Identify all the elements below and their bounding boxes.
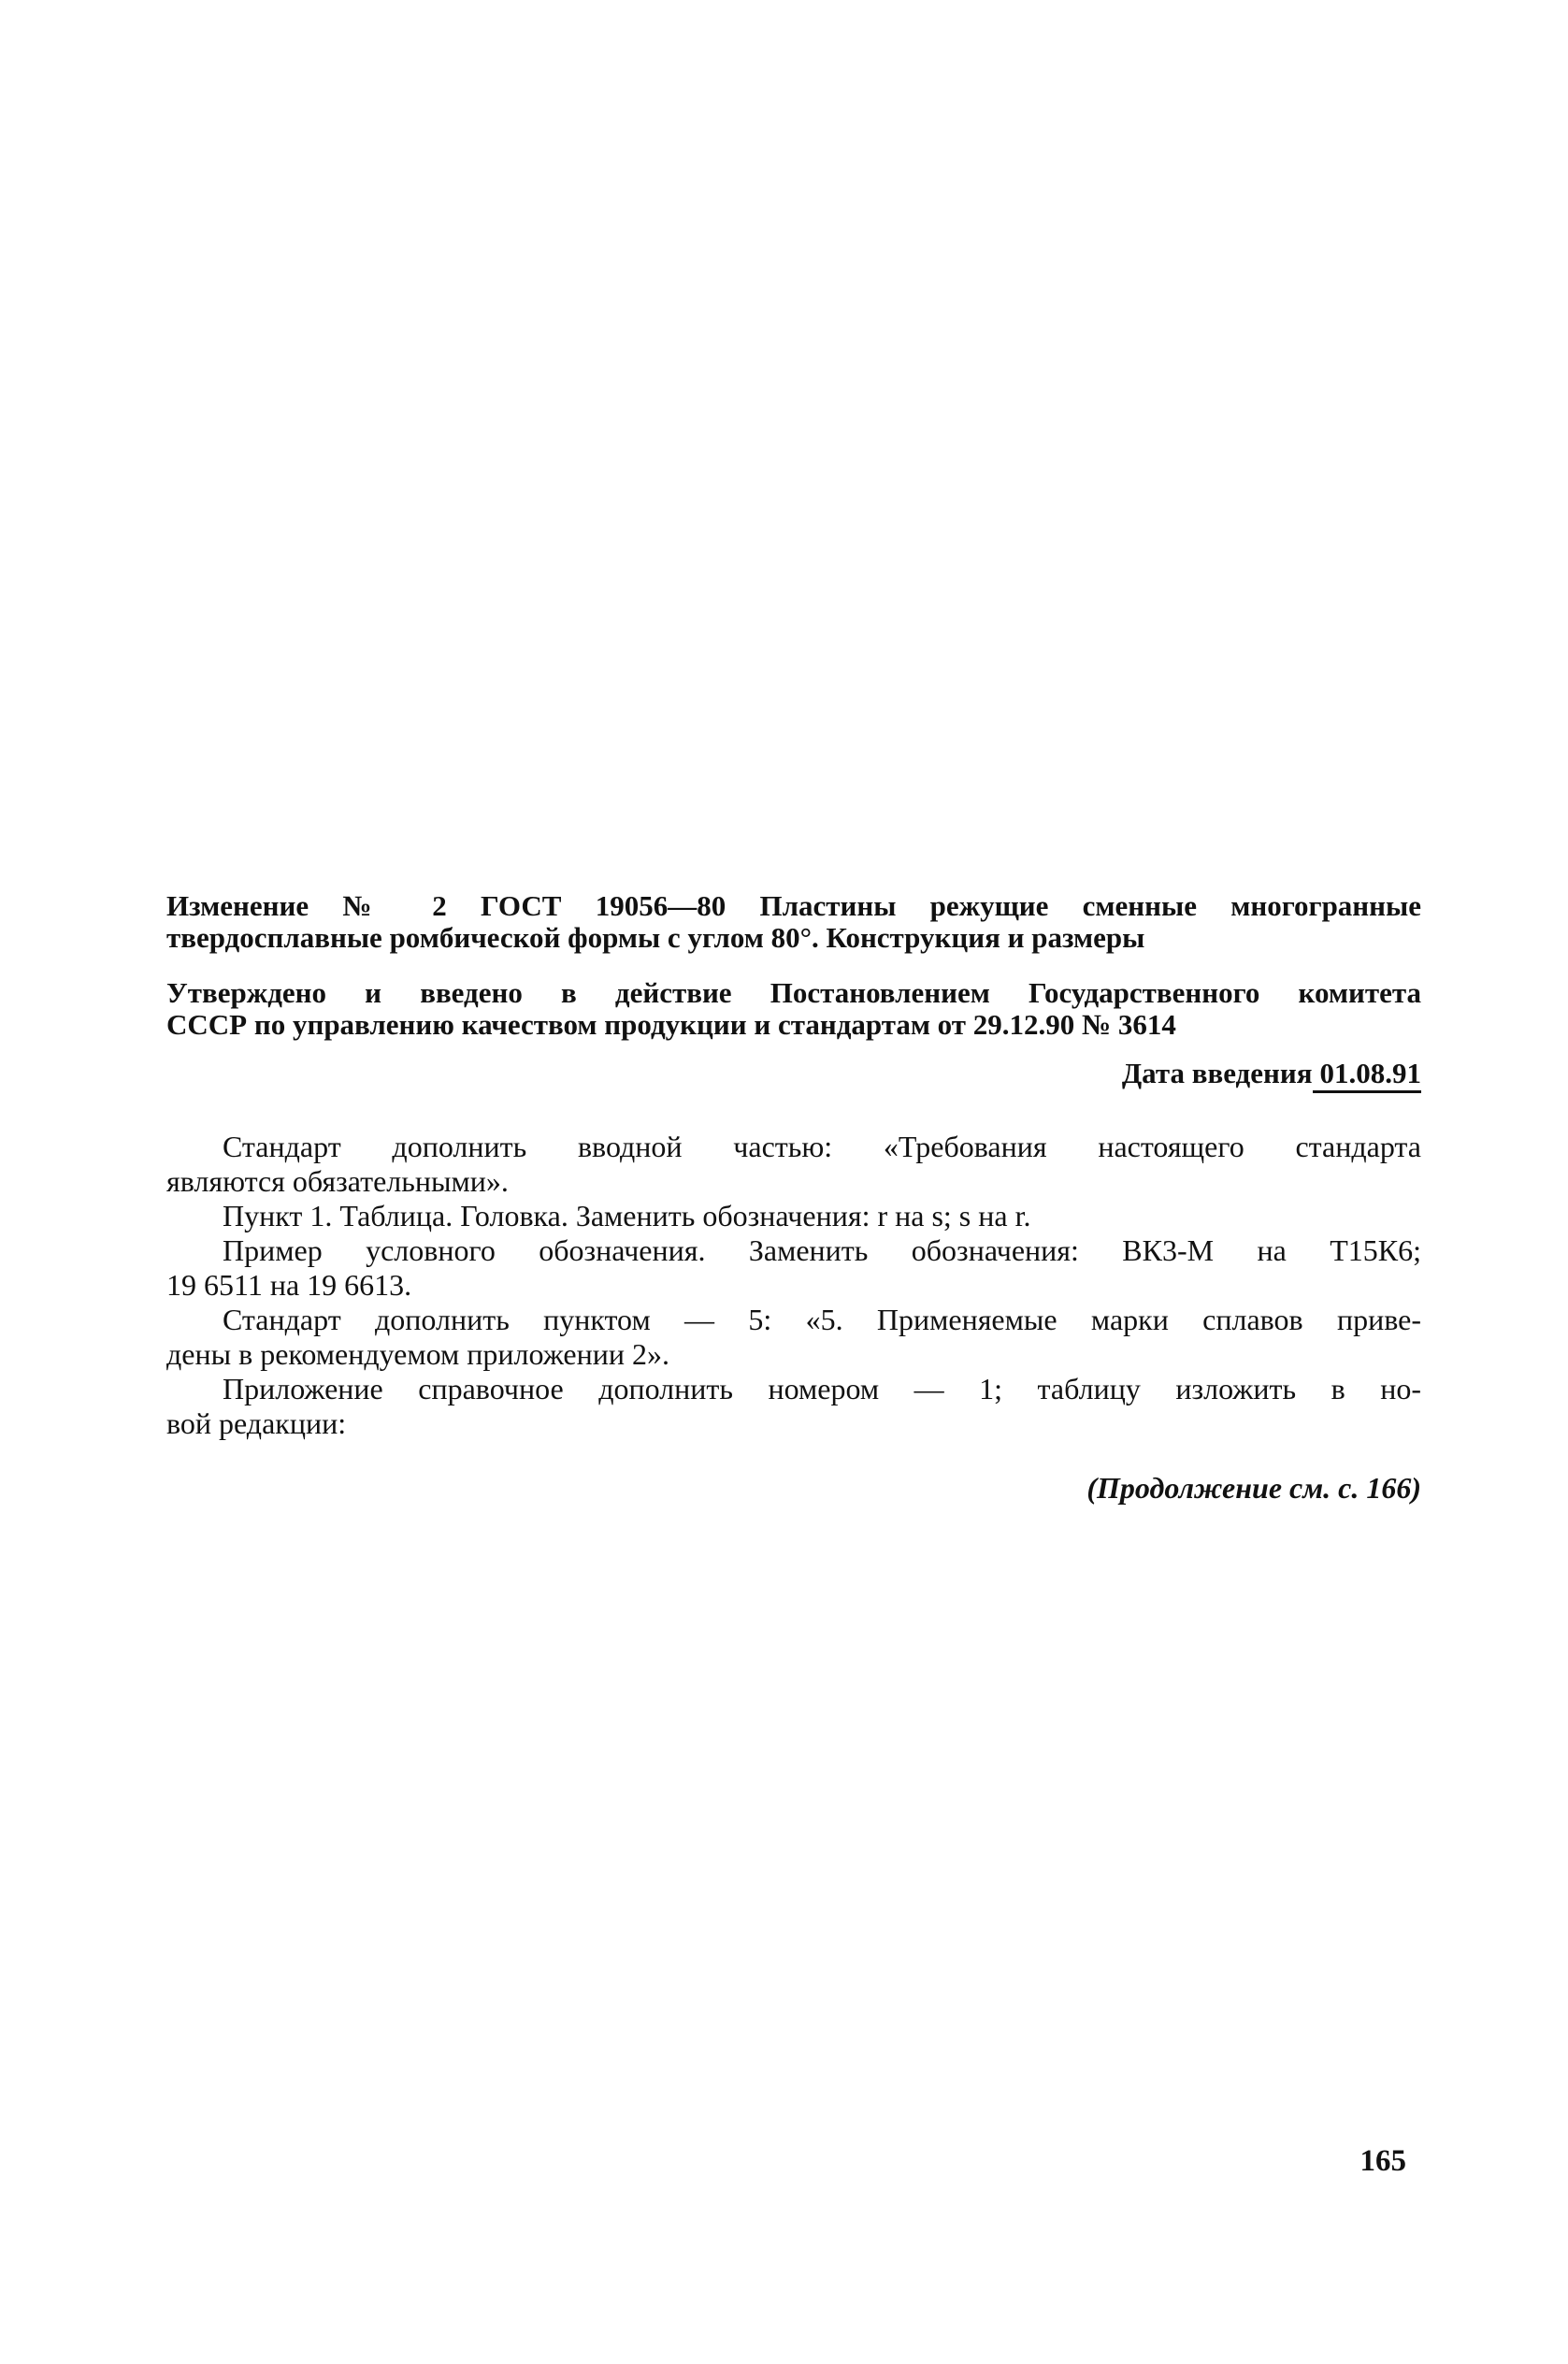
effective-date-label: Дата введения [1121,1057,1313,1089]
approval-statement [166,977,1421,1041]
paragraph-intro [166,1130,1421,1199]
amendment-title-line-2: твердосплавные ромбической формы с углом 80°. Конструкция и размеры [166,921,1145,954]
paragraph-designation-example [166,1233,1421,1303]
approval-line-1: Утверждено и введено в действие Постановлением Государственного комитета [166,976,1421,1009]
paragraph-intro-line-1: Стандарт дополнить вводной частью: «Требования настоящего стандарта [223,1130,1421,1163]
effective-date-value: 01.08.91 [1313,1057,1422,1093]
paragraph-item-1-line-1: Пункт 1. Таблица. Головка. Заменить обозначения: r на s; s на r. [223,1199,1031,1232]
paragraph-designation-line-2: 19 6511 на 19 6613. [166,1268,412,1302]
amendment-title [166,890,1421,954]
page-number: 165 [1359,2144,1406,2178]
paragraph-designation-line-1: Пример условного обозначения. Заменить обозначения: ВК3-М на Т15К6; [223,1233,1421,1267]
amendment-title-line-1: Изменение № 2 ГОСТ 19056—80 Пластины режущие сменные многогранные [166,889,1421,922]
paragraph-item-5-line-2: дены в рекомендуемом приложении 2». [166,1337,669,1371]
paragraph-appendix-line-1: Приложение справочное дополнить номером — 1; таблицу изложить в но- [223,1372,1421,1405]
paragraph-item-1 [166,1199,1421,1233]
paragraph-item-5 [166,1303,1421,1372]
effective-date [1122,1057,1421,1093]
amendment-body [166,1130,1421,1441]
paragraph-intro-line-2: являются обязательными». [166,1164,509,1198]
paragraph-appendix-line-2: вой редакции: [166,1406,347,1440]
paragraph-item-5-line-1: Стандарт дополнить пунктом — 5: «5. Применяемые марки сплавов приве- [223,1303,1421,1336]
paragraph-appendix [166,1372,1421,1441]
approval-line-2: СССР по управлению качеством продукции и стандартам от 29.12.90 № 3614 [166,1008,1176,1041]
continuation-note: (Продолжение см. с. 166) [1086,1471,1421,1505]
